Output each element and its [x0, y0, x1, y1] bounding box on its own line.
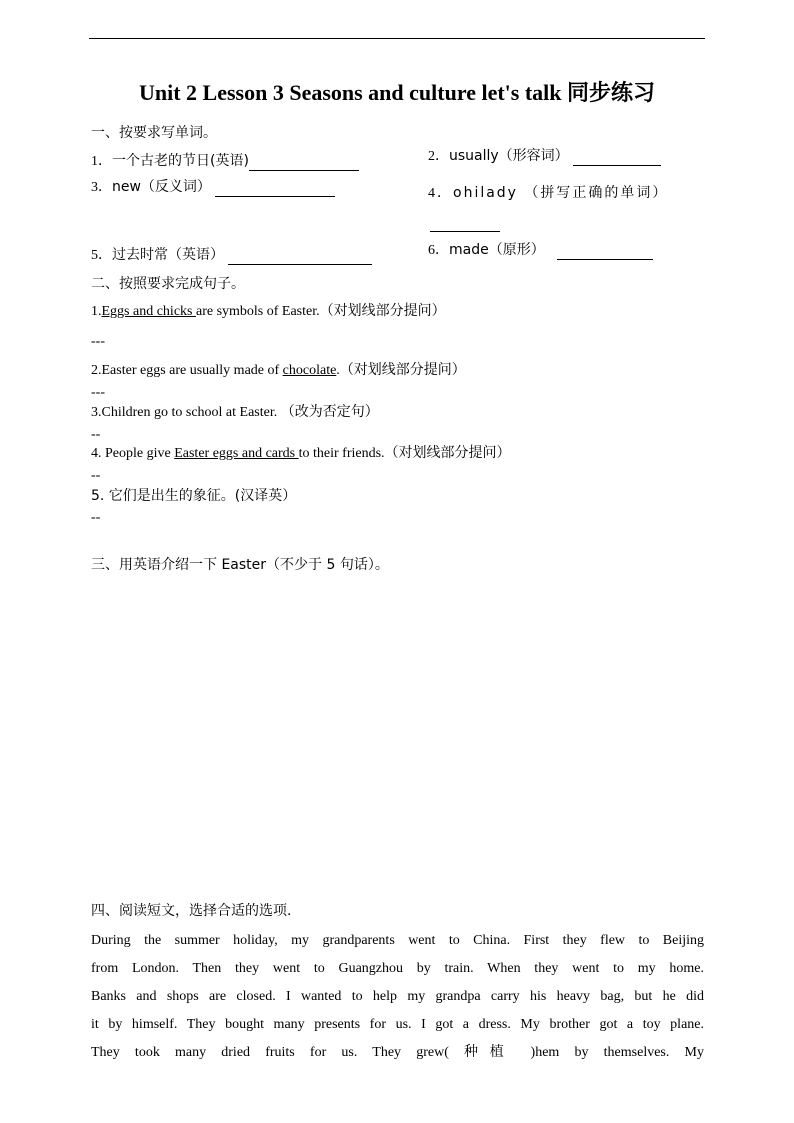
page-title: [0, 76, 794, 107]
item-number: 1．: [91, 154, 112, 169]
answer-blank[interactable]: [228, 250, 372, 265]
title-chinese: 同步练习: [567, 81, 656, 106]
item-number: 6．: [428, 243, 449, 258]
question-text: to their friends.（对划线部分提问）: [298, 446, 511, 461]
passage-line: Banks and shops are closed. I wanted to help my grandpa carry his heavy bag, but he did: [91, 989, 704, 1004]
question-text: 3.Children go to school at Easter. （改为否定句）: [91, 405, 379, 420]
answer-blank[interactable]: [215, 182, 335, 197]
item-number: 2．: [428, 149, 449, 164]
underlined-part: Eggs and chicks: [101, 304, 196, 319]
question-text: 4. People give: [91, 446, 175, 461]
passage-line: During the summer holiday, my grandparents went to China. First they flew to Beijing: [91, 933, 704, 948]
item-text: made（原形）: [449, 242, 545, 258]
underlined-part: Easter eggs and cards: [174, 446, 299, 461]
question-text: .（对划线部分提问）: [336, 363, 466, 378]
section2-heading: 二、按照要求完成句子。: [91, 276, 245, 292]
question-text: 1.: [91, 304, 102, 319]
section2-question-3: [91, 404, 379, 422]
section2-question-2: [91, 362, 466, 380]
answer-blank[interactable]: [249, 156, 359, 171]
item-text: ohilady （拼写正确的单词）: [453, 185, 669, 201]
item-text: 一个古老的节日(英语): [112, 153, 249, 169]
section1-item-2: [428, 147, 661, 166]
section1-item-6: [428, 241, 653, 260]
section1-item-3: [91, 178, 335, 197]
section1-item-4-blank-line: [430, 214, 500, 232]
section2-answer-line-1[interactable]: ---: [91, 334, 105, 349]
underlined-part: chocolate: [282, 363, 337, 378]
section3-heading: 三、用英语介绍一下 Easter（不少于 5 句话）。: [91, 557, 389, 573]
section2-answer-line-5[interactable]: --: [91, 510, 101, 525]
section2-question-4: [91, 445, 511, 463]
reading-passage: [91, 927, 704, 1067]
answer-blank[interactable]: [557, 245, 653, 260]
section1-heading: 一、按要求写单词。: [91, 125, 217, 141]
section2-question-5: [91, 487, 296, 506]
item-text: usually（形容词）: [449, 148, 569, 164]
section4-heading: 四、阅读短文，选择合适的选项.: [91, 903, 292, 919]
section2-answer-line-3[interactable]: --: [91, 427, 101, 442]
item-number: 5．: [91, 248, 112, 263]
header-rule: [89, 38, 705, 39]
item-text: 过去时常（英语）: [112, 247, 224, 263]
essay-writing-area[interactable]: [91, 580, 704, 890]
question-text: are symbols of Easter.（对划线部分提问）: [195, 304, 446, 319]
title-english: Unit 2 Lesson 3 Seasons and culture let's talk: [138, 80, 562, 105]
item-number: 3．: [91, 180, 112, 195]
passage-line: They took many dried fruits for us. They grew( 种植 )hem by themselves. My: [91, 1045, 704, 1060]
section1-item-4: [428, 184, 668, 203]
passage-line: from London. Then they went to Guangzhou by train. When they went to my home.: [91, 961, 704, 976]
item-text: new（反义词）: [112, 179, 211, 195]
section2-question-1: [91, 303, 446, 321]
section1-item-1: [91, 152, 359, 171]
answer-blank[interactable]: [430, 217, 500, 232]
question-text: 5. 它们是出生的象征。(汉译英）: [91, 488, 297, 504]
section1-item-5: [91, 246, 372, 265]
passage-line: it by himself. They bought many presents for us. I got a dress. My brother got a toy plane.: [91, 1017, 704, 1032]
section2-answer-line-2[interactable]: ---: [91, 385, 105, 400]
item-number: 4．: [428, 186, 453, 201]
section2-answer-line-4[interactable]: --: [91, 468, 101, 483]
answer-blank[interactable]: [573, 151, 661, 166]
question-text: 2.Easter eggs are usually made of: [91, 363, 283, 378]
